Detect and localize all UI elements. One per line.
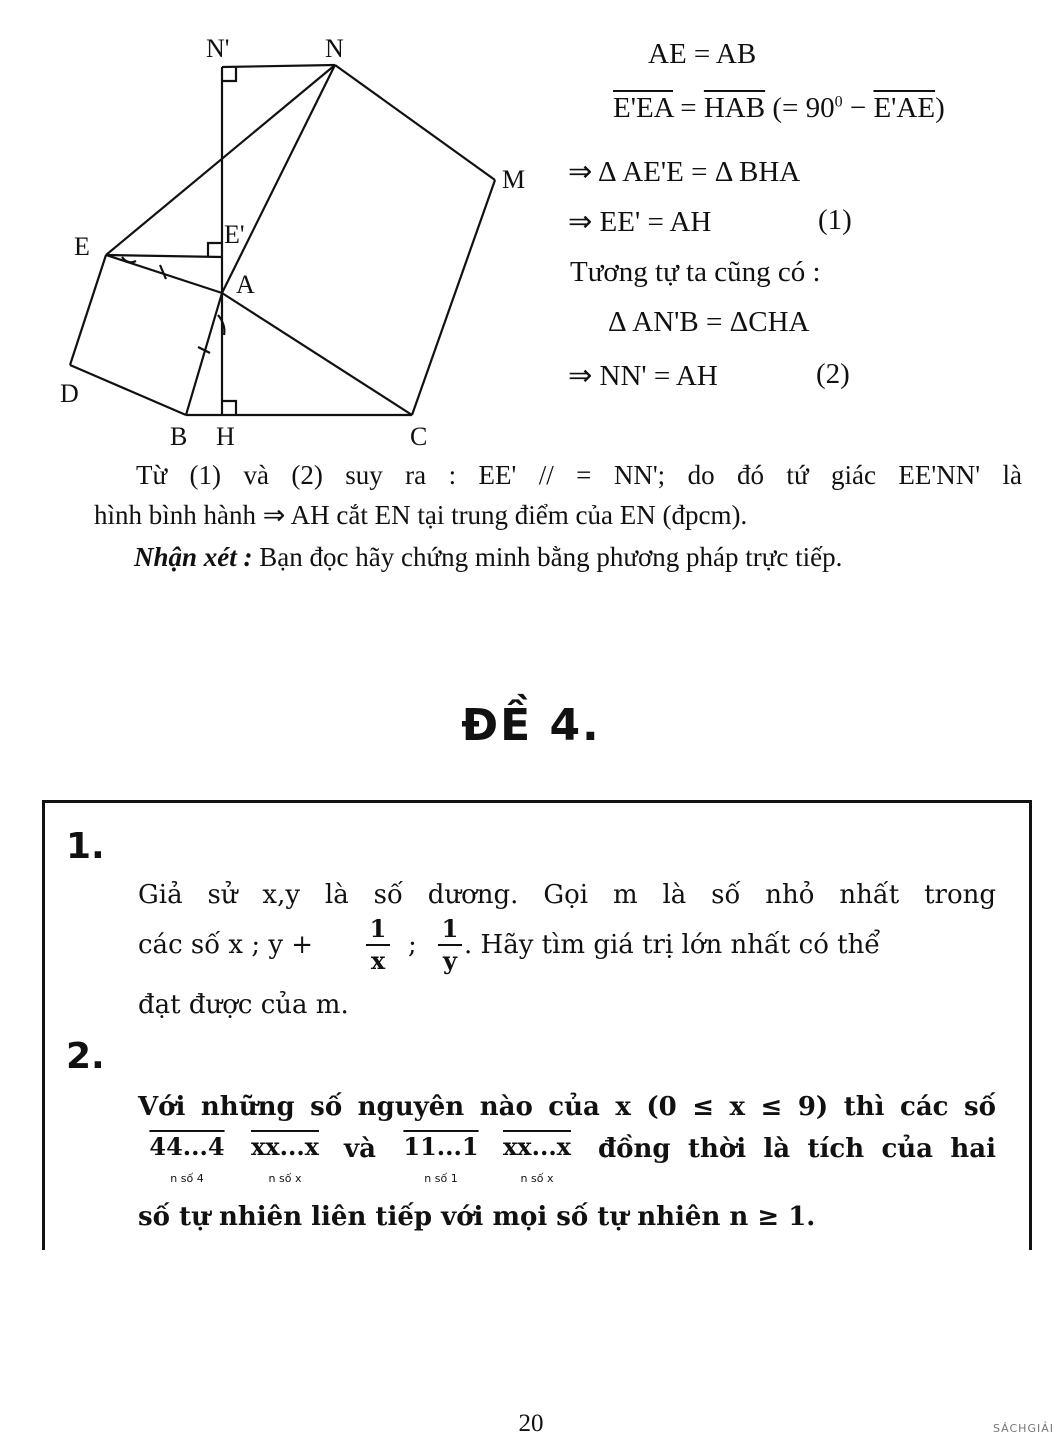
problem-1-number: 1. <box>66 826 105 867</box>
and-word: và <box>344 1134 376 1164</box>
label-m: M <box>502 165 526 194</box>
conclusion-line-2: hình bình hành ⇒ AH cắt EN tại trung điểm của EN (đpcm). <box>94 500 748 530</box>
conclusion-line-1: Từ (1) và (2) suy ra : EE' // = NN'; do đó tứ giác EE'NN' là <box>136 460 1022 490</box>
number-group-44-4-sub: n số 4 <box>170 1172 204 1185</box>
remark-label: Nhận xét : <box>134 542 253 572</box>
proof-line-4-num: (1) <box>818 204 852 236</box>
label-n: N <box>325 34 344 63</box>
line-d-b <box>70 365 186 415</box>
problem-1-line-2-a: các số x ; y + <box>138 930 314 960</box>
line-e-n <box>106 65 335 255</box>
paren-close: ) <box>935 92 945 124</box>
paren-open: (= 90 <box>765 92 835 124</box>
watermark-logo: SÁCHGIẢI <box>992 1422 1054 1435</box>
problem-1-separator: ; <box>408 930 417 960</box>
line-e-d <box>70 255 106 365</box>
label-e: E <box>74 232 90 261</box>
angle-h-a-b: $\overline{HAB}$ <box>703 92 766 124</box>
fraction-2-num: 1 <box>438 914 462 946</box>
fraction-1-den: x <box>370 946 386 975</box>
number-group-xx-x-2-sub: n số x <box>520 1172 554 1185</box>
label-b: B <box>170 422 188 451</box>
right-angle-n-prime <box>222 67 236 81</box>
proof-line-2 <box>613 92 945 125</box>
right-angle-h <box>222 401 236 415</box>
number-group-xx-x-1-sub: n số x <box>268 1172 302 1185</box>
label-h: H <box>216 422 235 451</box>
angle-e-prime-a-e: E'AE <box>873 92 936 124</box>
number-group-44-4: 44...4 <box>149 1132 225 1161</box>
problem-1-line-2-b: . Hãy tìm giá trị lớn nhất có thể <box>464 930 881 960</box>
geometry-diagram <box>40 25 560 455</box>
degree-sup: 0 <box>834 93 843 111</box>
equals-sign: = <box>673 92 704 124</box>
page-number: 20 <box>518 1410 544 1437</box>
line-a-n <box>222 65 335 293</box>
problem-2-line-2-end: đồng thời là tích của hai <box>598 1134 996 1164</box>
proof-line-7: ⇒ NN' = AH <box>568 360 718 392</box>
problem-2-number: 2. <box>66 1036 105 1077</box>
section-title: ĐỀ 4. <box>461 700 601 751</box>
remark <box>134 537 1034 577</box>
line-n-prime-n <box>222 65 335 67</box>
number-group-xx-x-2: xx...x <box>503 1132 571 1161</box>
line-n-m <box>335 65 495 180</box>
line-a-c <box>222 293 412 415</box>
problem-2-line-3: số tự nhiên liên tiếp với mọi số tự nhiên n ≥ 1. <box>138 1202 816 1232</box>
number-group-xx-x-1: xx...x <box>251 1132 319 1161</box>
fraction-1-num: 1 <box>366 914 390 946</box>
label-n-prime: N' <box>206 34 230 63</box>
problem-2-line-1: Với những số nguyên nào của x (0 ≤ x ≤ 9) thì các số <box>138 1092 996 1122</box>
proof-line-6: Δ AN'B = ΔCHA <box>608 306 810 338</box>
number-group-11-1-sub: n số 1 <box>424 1172 458 1185</box>
number-group-11-1: 11...1 <box>403 1132 479 1161</box>
proof-line-5: Tương tự ta cũng có : <box>570 256 821 288</box>
problem-1-line-3: đạt được của m. <box>138 990 349 1020</box>
fraction-1-over-x <box>366 914 390 976</box>
proof-line-1: AE = AB <box>648 38 757 70</box>
fraction-2-den: y <box>443 946 457 975</box>
label-a: A <box>236 270 255 299</box>
line-b-a <box>186 293 222 415</box>
line-m-c <box>412 180 495 415</box>
proof-line-7-num: (2) <box>816 358 850 390</box>
label-d: D <box>60 379 79 408</box>
problem-1-line-1: Giả sử x,y là số dương. Gọi m là số nhỏ nhất trong <box>138 880 996 910</box>
label-e-prime: E' <box>224 220 245 249</box>
label-c: C <box>410 422 428 451</box>
fraction-1-over-y <box>438 914 462 976</box>
proof-line-4: ⇒ EE' = AH <box>568 206 712 238</box>
right-angle-e-prime <box>208 243 222 257</box>
remark-text: Bạn đọc hãy chứng minh bằng phương pháp trực tiếp. <box>252 542 843 572</box>
angle-e-prime-e-a: E'EA <box>613 92 673 124</box>
minus-sign: − <box>842 92 874 124</box>
line-e-e-prime <box>106 255 222 257</box>
proof-line-3: ⇒ Δ AE'E = Δ BHA <box>568 156 801 188</box>
